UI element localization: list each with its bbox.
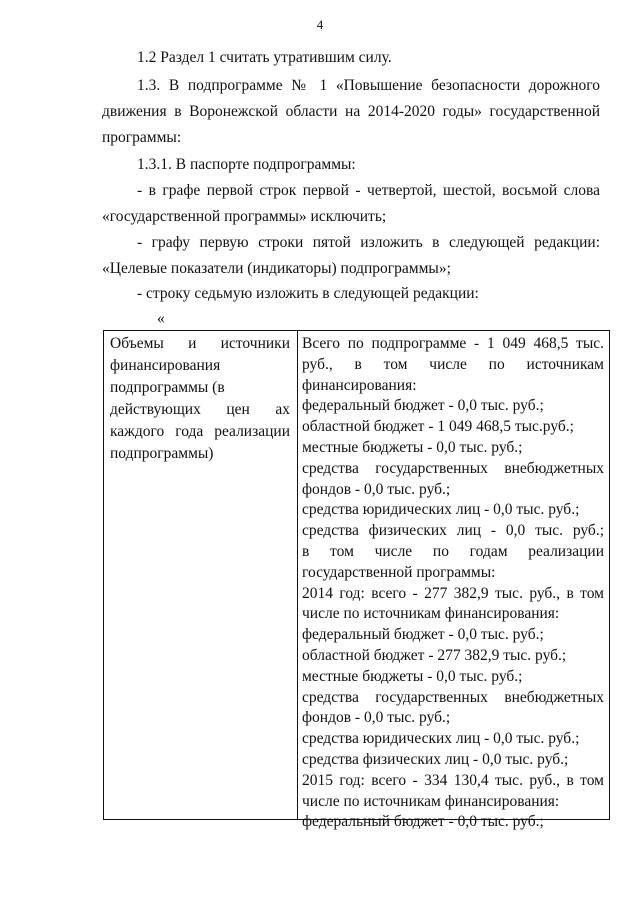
finance-table [103,330,610,831]
table-left-cell [110,333,290,465]
left-cell-line: финансирования [110,357,221,374]
paragraph-dash-3: - строку седьмую изложить в следующей редакции: [137,285,479,302]
paragraph-1-3-line-2: движения в Воронежской области на 2014-2020 годы» государственной [102,103,600,120]
right-cell-line: 2014 год: всего - 277 382,9 тыс. руб., в том [302,584,604,602]
right-cell-line: государственной программы: [302,563,496,581]
right-cell-line: средства государственных внебюджетных [302,688,604,706]
paragraph-1-3-1: 1.3.1. В паспорте подпрограммы: [137,156,356,173]
right-cell-line: средства юридических лиц - 0,0 тыс. руб.; [302,730,580,748]
paragraph-section-1-2: 1.2 Раздел 1 считать утратившим силу. [137,49,392,66]
right-cell-line: местные бюджеты - 0,0 тыс. руб.; [302,667,523,685]
table-right-cell [302,333,604,832]
right-cell-line: областной бюджет - 277 382,9 тыс. руб.; [302,646,567,664]
paragraph-1-3-line-3: программы: [102,129,182,146]
right-cell-line: фондов - 0,0 тыс. руб.; [302,480,451,498]
right-cell-line: средства физических лиц - 0,0 тыс. руб.; [302,522,604,540]
right-cell-line: Всего по подпрограмме - 1 049 468,5 тыс. [302,335,604,352]
page-number: 4 [316,17,324,32]
right-cell-line: областной бюджет - 1 049 468,5 тыс.руб.; [302,418,574,436]
paragraph-dash-2-line-2: «Целевые показатели (индикаторы) подпрограммы»; [102,260,451,277]
opening-quote: « [157,310,165,327]
right-cell-line: средства государственных внебюджетных [302,459,604,477]
right-cell-line: средства юридических лиц - 0,0 тыс. руб.; [302,501,580,519]
left-cell-line: подпрограммы (в [110,379,225,396]
paragraph-1-3-line-1: 1.3. В подпрограмме № 1 «Повышение безопасности дорожного [137,77,600,94]
right-cell-line: федеральный бюджет - 0,0 тыс. руб.; [302,813,544,831]
paragraph-dash-1-line-1: - в графе первой строк первой - четвертой, шестой, восьмой слова [137,182,600,199]
right-cell-line: руб., в том числе по источникам [302,355,604,373]
left-cell-line: подпрограммы) [110,445,214,462]
right-cell-line: финансирования: [302,376,417,394]
paragraph-dash-1-line-2: «государственной программы» исключить; [102,208,387,225]
table-column-divider [297,331,298,819]
right-cell-line: числе по источникам финансирования: [302,792,560,810]
right-cell-line: 2015 год: всего - 334 130,4 тыс. руб., в том [302,771,604,789]
right-cell-line: местные бюджеты - 0,0 тыс. руб.; [302,438,523,456]
right-cell-line: фондов - 0,0 тыс. руб.; [302,709,451,727]
left-cell-line: Объемы и источники [110,335,290,352]
left-cell-line: каждого года реализации [110,423,290,440]
right-cell-line: федеральный бюджет - 0,0 тыс. руб.; [302,397,544,415]
paragraph-dash-2-line-1: - графу первую строки пятой изложить в следующей редакции: [137,234,600,251]
left-cell-line: действующих цен ах [110,401,290,418]
right-cell-line: средства физических лиц - 0,0 тыс. руб.; [302,750,569,768]
right-cell-line: федеральный бюджет - 0,0 тыс. руб.; [302,626,544,644]
right-cell-line: числе по источникам финансирования: [302,605,560,623]
right-cell-line: в том числе по годам реализации [302,542,604,560]
